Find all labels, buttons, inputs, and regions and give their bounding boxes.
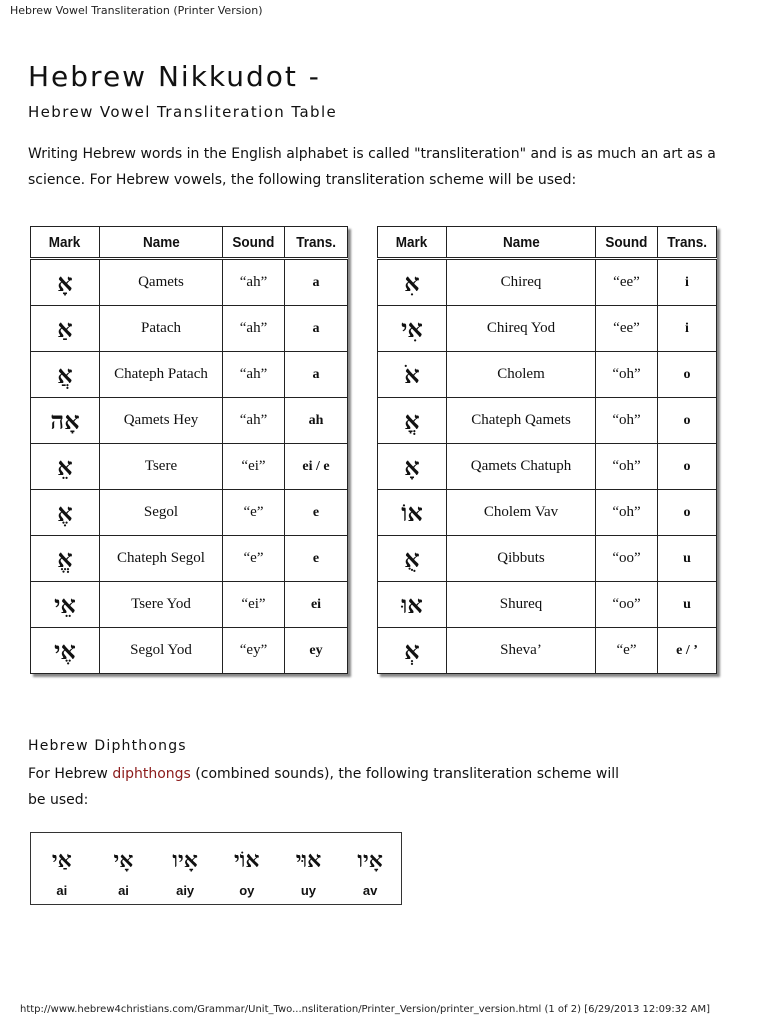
vowel-mark: אֱ (31, 536, 100, 582)
vowel-sound: “e” (223, 536, 285, 582)
vowel-sound: “ei” (223, 444, 285, 490)
page-title: Hebrew Nikkudot - (28, 60, 321, 93)
vowel-sound: “ey” (223, 628, 285, 674)
vowel-sound: “ah” (223, 352, 285, 398)
header-name: Name (100, 227, 223, 259)
diphthongs-text-before: For Hebrew (28, 766, 113, 782)
vowel-name: Cholem Vav (447, 490, 596, 536)
vowel-sound: “ee” (596, 259, 658, 306)
vowel-trans: a (285, 352, 348, 398)
vowel-sound: “oo” (596, 582, 658, 628)
table-row (378, 259, 717, 306)
vowel-trans: ei (285, 582, 348, 628)
vowel-mark: אֶ (31, 490, 100, 536)
table-row (378, 490, 717, 536)
page-header-title: Hebrew Vowel Transliteration (Printer Version) (10, 4, 263, 17)
diphthong-item (342, 843, 398, 898)
vowel-name: Chateph Patach (100, 352, 223, 398)
vowel-mark: אֵ (31, 444, 100, 490)
diphthong-trans: ai (118, 883, 129, 898)
diphthong-item (95, 843, 151, 898)
vowel-mark: אֲ (31, 352, 100, 398)
table-header-row (378, 227, 717, 259)
vowel-name: Qibbuts (447, 536, 596, 582)
diphthong-item (157, 843, 213, 898)
diphthong-item (34, 843, 90, 898)
vowel-trans: e (285, 536, 348, 582)
vowel-name: Qamets (100, 259, 223, 306)
table-row (31, 259, 348, 306)
table-row (378, 444, 717, 490)
table-row (378, 582, 717, 628)
diphthong-glyph: אוּי (295, 847, 322, 873)
vowel-rows-left (31, 259, 348, 674)
diphthongs-link[interactable]: diphthongs (112, 766, 191, 782)
vowel-name: Segol (100, 490, 223, 536)
vowel-mark: אְ (378, 628, 447, 674)
vowel-mark: אוֹ (378, 490, 447, 536)
vowel-rows-right (378, 259, 717, 674)
vowel-name: Patach (100, 306, 223, 352)
vowel-trans: u (658, 582, 717, 628)
vowel-sound: “e” (223, 490, 285, 536)
vowel-sound: “oh” (596, 352, 658, 398)
vowel-name: Cholem (447, 352, 596, 398)
diphthong-glyph: אָיו (357, 847, 383, 873)
vowel-trans: i (658, 259, 717, 306)
vowel-trans: e / ’ (658, 628, 717, 674)
diphthongs-paragraph (28, 761, 628, 813)
vowel-table-right (377, 226, 717, 674)
vowel-mark: אוּ (378, 582, 447, 628)
table-header-row (31, 227, 348, 259)
table-row (31, 536, 348, 582)
vowel-mark: אֳ (378, 398, 447, 444)
diphthongs-text-after: (combined sounds), the following transliteration scheme will be used: (28, 766, 620, 808)
vowel-mark: אֹ (378, 352, 447, 398)
vowel-table-left (30, 226, 348, 674)
header-sound: Sound (223, 227, 285, 259)
vowel-mark: אָה (31, 398, 100, 444)
vowel-name: Chireq (447, 259, 596, 306)
diphthong-trans: aiy (176, 883, 195, 898)
vowel-sound: “ee” (596, 306, 658, 352)
vowel-name: Shureq (447, 582, 596, 628)
page-subtitle: Hebrew Vowel Transliteration Table (28, 103, 338, 121)
table-row (31, 306, 348, 352)
vowel-trans: i (658, 306, 717, 352)
header-mark: Mark (31, 227, 100, 259)
header-name: Name (447, 227, 596, 259)
vowel-trans: ei / e (285, 444, 348, 490)
vowel-name: Sheva’ (447, 628, 596, 674)
vowel-sound: “ah” (223, 306, 285, 352)
table-row (378, 352, 717, 398)
vowel-trans: ey (285, 628, 348, 674)
vowel-sound: “oh” (596, 444, 658, 490)
vowel-name: Qamets Hey (100, 398, 223, 444)
vowel-name: Chateph Segol (100, 536, 223, 582)
vowel-mark: אִ (378, 259, 447, 306)
diphthongs-title: Hebrew Diphthongs (28, 738, 187, 754)
vowel-sound: “ah” (223, 259, 285, 306)
table-row (31, 628, 348, 674)
vowel-name: Tsere (100, 444, 223, 490)
diphthongs-table (30, 832, 402, 905)
vowel-name: Qamets Chatuph (447, 444, 596, 490)
vowel-name: Segol Yod (100, 628, 223, 674)
vowel-trans: e (285, 490, 348, 536)
vowel-mark: אֵי (31, 582, 100, 628)
table-row (378, 536, 717, 582)
vowel-mark: אָ (378, 444, 447, 490)
vowel-sound: “e” (596, 628, 658, 674)
table-row (378, 306, 717, 352)
vowel-sound: “oh” (596, 398, 658, 444)
vowel-trans: o (658, 352, 717, 398)
vowel-sound: “ah” (223, 398, 285, 444)
diphthong-trans: ai (56, 883, 68, 898)
header-trans: Trans. (285, 227, 348, 259)
vowel-mark: אַ (31, 306, 100, 352)
vowel-sound: “ei” (223, 582, 285, 628)
vowel-sound: “oh” (596, 490, 658, 536)
diphthong-trans: uy (300, 883, 317, 898)
diphthong-glyph: אַי (51, 847, 72, 873)
vowel-name: Chireq Yod (447, 306, 596, 352)
vowel-mark: אִי (378, 306, 447, 352)
vowel-trans: o (658, 398, 717, 444)
diphthong-trans: oy (239, 883, 255, 898)
table-row (31, 352, 348, 398)
diphthong-glyph: אָי (113, 847, 134, 873)
vowel-name: Tsere Yod (100, 582, 223, 628)
vowel-trans: o (658, 444, 717, 490)
header-trans: Trans. (658, 227, 717, 259)
table-row (31, 490, 348, 536)
vowel-mark: אָ (31, 259, 100, 306)
table-row (31, 582, 348, 628)
vowel-name: Chateph Qamets (447, 398, 596, 444)
table-row (378, 398, 717, 444)
intro-paragraph: Writing Hebrew words in the English alphabet is called "transliteration" and is as much an art as a science. For Hebrew vowels, the following transliteration scheme will be used: (28, 146, 716, 188)
table-row (31, 444, 348, 490)
vowel-sound: “oo” (596, 536, 658, 582)
vowel-mark: אֶי (31, 628, 100, 674)
diphthong-glyph: אוֹי (234, 847, 260, 873)
vowel-trans: o (658, 490, 717, 536)
diphthong-item (280, 843, 336, 898)
vowel-trans: a (285, 259, 348, 306)
header-sound: Sound (596, 227, 658, 259)
table-row (378, 628, 717, 674)
diphthong-glyph: אָיו (172, 847, 198, 873)
vowel-trans: ah (285, 398, 348, 444)
vowel-mark: אֻ (378, 536, 447, 582)
header-mark: Mark (378, 227, 447, 259)
vowel-trans: u (658, 536, 717, 582)
table-row (31, 398, 348, 444)
vowel-trans: a (285, 306, 348, 352)
page-footer-url: http://www.hebrew4christians.com/Grammar/Unit_Two...nsliteration/Printer_Version/printer_version.html (1 of 2) [6/29/2013 12:09:32 AM] (20, 1004, 711, 1015)
diphthong-item (219, 843, 275, 898)
diphthong-trans: av (362, 883, 378, 898)
